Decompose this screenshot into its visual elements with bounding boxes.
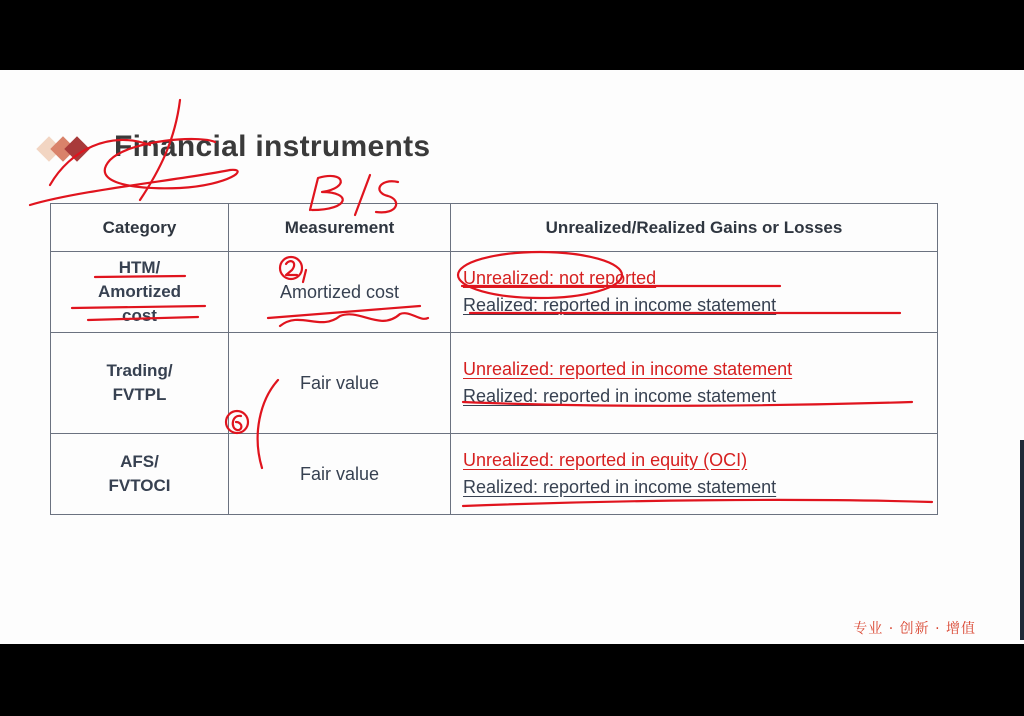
unrealized-text: Unrealized: not reported <box>463 268 657 288</box>
diamond-bullet-icon <box>64 136 89 161</box>
gains-losses-cell <box>451 434 938 515</box>
realized-text: Realized: reported in income statement <box>463 295 777 315</box>
category-line: Trading/ <box>106 361 173 380</box>
unrealized-text: Unrealized: reported in equity (OCI) <box>463 450 748 470</box>
category-cell <box>51 252 229 333</box>
slide <box>0 70 1024 644</box>
table-header-row <box>51 204 938 252</box>
header-measurement: Measurement <box>229 204 451 252</box>
realized-text: Realized: reported in income statement <box>463 386 777 406</box>
measurement-cell: Amortized cost <box>229 252 451 333</box>
category-line: FVTPL <box>112 385 167 404</box>
category-line: AFS/ <box>120 452 159 471</box>
header-category: Category <box>51 204 229 252</box>
category-line: FVTOCI <box>108 476 171 495</box>
header-gains-losses: Unrealized/Realized Gains or Losses <box>451 204 938 252</box>
unrealized-text: Unrealized: reported in income statement <box>463 359 793 379</box>
scroll-edge <box>1020 440 1024 640</box>
gains-losses-cell <box>451 333 938 434</box>
slide-title: Financial instruments <box>114 130 431 163</box>
table-row <box>51 434 938 515</box>
measurement-cell: Fair value <box>229 434 451 515</box>
table-row <box>51 333 938 434</box>
instruments-table <box>50 203 938 515</box>
category-line: Amortized <box>97 282 182 301</box>
category-cell <box>51 333 229 434</box>
table-row <box>51 252 938 333</box>
category-cell <box>51 434 229 515</box>
gains-losses-cell <box>451 252 938 333</box>
category-line: HTM/ <box>118 258 161 277</box>
category-line: cost <box>122 306 157 325</box>
realized-text: Realized: reported in income statement <box>463 477 777 497</box>
footer-slogan: 专业 · 创新 · 增值 <box>853 621 976 637</box>
measurement-cell: Fair value <box>229 333 451 434</box>
